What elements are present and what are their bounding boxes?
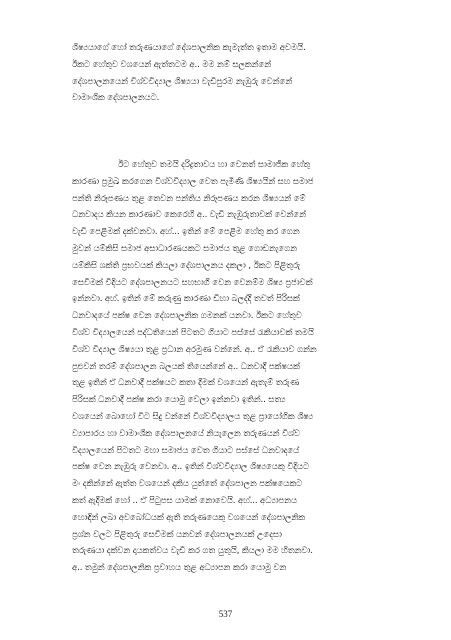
text-line: පක්ෂ වෙන නැඹුරු වෙනවා. අ.. ඉතින් විශ්වවිද්‍යාල ශිෂ්‍යයෙකු විදියට [72, 462, 309, 473]
text-line: ප්‍රශ්න වලට පිළිතුරු සෙවීමක් යනවන් දේශපාලනයක් උදෙසා [72, 529, 282, 540]
text-line: ව්‍යාපාරය හා වාමාංශික දේශපාලනයේ නියැලෙන තරුණයන් විශ්ව [72, 428, 301, 439]
text-line: කාරණා ප්‍රමුඛ කරගෙන විශ්වවිද්‍යාල වෙත පැමිණි ශිෂ්‍යයින් සහ සමාජ [72, 176, 314, 187]
page-number: 537 [218, 609, 233, 619]
text-line: දේශපාලනයෙන් විශ්වවිද්‍යාල ශිෂ්‍යයා වැඩිපුරම නැඹුරු වෙන්නේ [72, 76, 293, 87]
text-line: වාමාංශික දේශපාලනයට. [72, 93, 160, 104]
text-line: ධනවාදය කියන කාරණාව කෙරෙහි අ.. වැඩි නැඹුරුතාවක් වෙන්නේ [72, 210, 306, 221]
text-line: ඊකට හේතුව වශයෙන් ඇත්තටම අ.. මම නම් සලකන්නේ [72, 59, 272, 70]
text-line: සෙවීමක් විදියට දේශපාලනයට සහභාගී වෙන වෙනම්ම ශිෂ්‍ය ප්‍රජාවක් [72, 277, 313, 288]
text-line: පිරිසක් ධනවාදී පක්ෂ කරා යොමු වෙලා ඉන්නවා ඉතින්.. සත්‍ය [72, 395, 286, 406]
text-line: තරුණයා දක්වන දායකත්වය වැඩි කර ගත යුතුයි, කියලා මම හිතනවා. [72, 546, 313, 557]
text-line: ධනවාදයේ පක්ෂ වෙන දේශපාලනික ගමනක් යනවා. ඊකට හේතුව [72, 311, 302, 322]
text-line: හොඳින් ලබා අවබෝධයක් ඇති තරුණයෙකු වශයෙන් දේශපාලනික [72, 512, 306, 523]
text-line: වැඩි පෙළීමක් දක්වනවා. අහ්... ඉතින් මේ පෙළීම හේතු කර ගෙන [72, 227, 300, 238]
text-line: කත් ඇදීමක් හෝ .. ඒ පිටුපස යාමක් නොවෙයි. අහ්... අධ්‍යාපනය [72, 495, 298, 506]
text-line: විශ්ව විද්‍යාල ශිෂ්‍යයා තුළ ප්‍රධාන අරමුණ වන්නේ. අ.. ඒ රැකියාව ගන්න [72, 344, 317, 355]
text-line: වශයෙන් බොහෝ විට සිදු වන්නේ විශ්වවිද්‍යාලය තුළ ප්‍රායෝගික ශිෂ්‍ය [72, 411, 314, 422]
text-line: විශ්ව විද්‍යාලයෙන් පද්ධතියෙන් පිටතට ගියාට පස්සේ රැකියාවක් තමයි [72, 327, 314, 338]
text-line: මං දකින්නේ ඇත්ත වශයෙන් දකිය යුත්තේ දේශපාලන පක්ෂයෙකට [72, 479, 303, 490]
text-line: ඊට හේතුව තමයි දරිද්‍රතාවය හා වෙනත් සාමාජික හේතු [118, 160, 311, 170]
text-line: පන්ති නිරූපණය තුළ තෙවන පන්තිය නිරූපණය කරන ශිෂ්‍යයන් මේ [72, 193, 306, 204]
paragraph-2 [72, 157, 386, 577]
text-line: විද්‍යාලයෙන් පිටතට මහා සමාජය වෙත ගියාට පස්සේ ධනවාදයේ [72, 445, 300, 456]
text-line: අ.. තමුන් දේශපාලනික ප්‍රවාහය තුළ අධ්‍යාපන කරා යොමු වන [72, 563, 287, 574]
text-line: මුවන් යම්කිසි සමාජ අසාධාරණයකට සමාජය තුළ ගොඩනැගෙන [72, 243, 297, 254]
text-line: තුළ ඉතින් ඒ ධනවාදී පක්ෂයට කතා දීමක් වශයෙන් ඇතැම් තරුණ [72, 378, 300, 389]
text-line: පුළුවන් තරම් දේශපාලන බලයක් තියෙන්නේ අ.. ධනවාදී පක්ෂයක් [72, 361, 300, 372]
text-line: ශිෂ්‍යයාගේ හෝ තරුණයාගේ දේශපාලනික කැමැත්ත ඉතාම අවමයි. [72, 43, 306, 53]
paragraph-1 [72, 40, 386, 107]
text-line: යම්කිසි ශක්ති ප්‍රභවයක් කියලා දේශපාලනය දකලා , ඊකට පිළිතුරු [72, 260, 300, 271]
text-line: ඉන්නවා. අහ්. ඉතින් මේ කරුණු කාරණා ඩිහා බලද්දී තවත් පිරිසක් [72, 294, 300, 305]
